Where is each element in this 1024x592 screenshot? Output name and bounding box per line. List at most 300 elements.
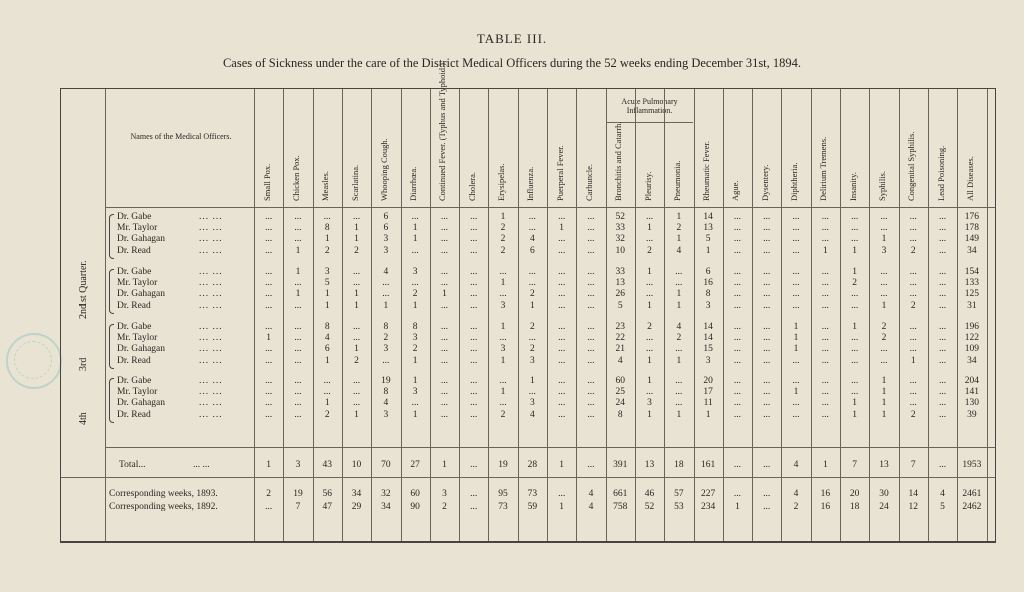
table-cell: ... — [880, 267, 888, 277]
table-cell: ... — [938, 300, 947, 311]
table-cell: ... — [821, 267, 829, 277]
column-header: Measles. — [320, 171, 331, 201]
table-cell: ... — [470, 223, 478, 234]
table-cell: ... — [558, 333, 566, 344]
total-cell: 1 — [822, 460, 828, 470]
table-cell: ... — [821, 398, 829, 409]
column-header: Small Pox. — [261, 163, 272, 201]
table-cell: 6 — [705, 267, 711, 277]
table-cell: ... — [265, 289, 273, 300]
quarter-column-divider — [105, 89, 106, 541]
table-cell: ... — [294, 387, 302, 398]
table-cell: ... — [763, 355, 771, 366]
table-cell: 8 — [412, 322, 418, 332]
table-cell: ... — [587, 234, 595, 245]
corresponding-cell: 7 — [295, 502, 301, 512]
column-divider — [840, 89, 841, 541]
table-cell: ... — [352, 322, 361, 332]
table-cell: ... — [587, 267, 595, 277]
table-cell: ... — [528, 212, 536, 222]
table-cell: 2 — [647, 245, 652, 256]
table-cell: 8 — [324, 322, 330, 332]
table-cell: 1 — [647, 376, 652, 386]
table-cell: ... — [558, 355, 566, 366]
column-divider — [957, 89, 958, 541]
table-cell: ... — [352, 398, 361, 409]
table-cell: ... — [440, 344, 448, 355]
table-cell: ... — [470, 398, 478, 409]
table-cell: ... — [558, 409, 566, 420]
corresponding-cell: 53 — [674, 502, 684, 512]
table-cell: ... — [733, 234, 741, 245]
table-cell: ... — [938, 245, 947, 256]
table-cell: ... — [821, 212, 829, 222]
leader-dots: ... ... — [199, 333, 223, 344]
table-cell: ... — [294, 409, 302, 420]
table-cell: ... — [938, 376, 947, 386]
table-cell: 2 — [500, 223, 506, 234]
corresponding-cell: 1 — [559, 502, 565, 512]
quarter-label: 1st Quarter. — [78, 260, 89, 307]
table-cell: 2 — [910, 409, 916, 420]
table-cell: ... — [909, 376, 917, 386]
table-cell: ... — [792, 289, 800, 300]
column-divider — [987, 89, 988, 541]
table-cell: ... — [352, 333, 361, 344]
column-header: Lead Poisoning. — [935, 145, 946, 201]
officer-name: Mr. Taylor — [117, 387, 158, 398]
column-header: Pneumonia. — [671, 160, 682, 201]
table-cell: ... — [587, 344, 595, 355]
table-cell: 1 — [442, 289, 447, 300]
total-cell: 28 — [527, 460, 538, 470]
table-cell: ... — [851, 355, 859, 366]
table-cell: ... — [440, 398, 448, 409]
table-cell: ... — [265, 355, 273, 366]
table-cell: 3 — [529, 355, 535, 366]
acute-pulmonary-header: Acute Pulmonary Inflammation. — [621, 97, 678, 116]
table-cell: ... — [938, 398, 947, 409]
table-cell: 2 — [500, 245, 506, 256]
column-divider — [694, 89, 695, 541]
table-cell: 1 — [676, 289, 682, 300]
table-cell: 196 — [964, 322, 979, 332]
table-cell: ... — [821, 322, 829, 332]
table-cell: 154 — [964, 267, 979, 277]
table-cell: 178 — [964, 223, 979, 234]
table-cell: ... — [821, 333, 829, 344]
table-cell: 2 — [529, 322, 535, 332]
corresponding-cell: 32 — [381, 489, 391, 499]
table-cell: 1 — [647, 267, 652, 277]
table-cell: 1 — [852, 267, 858, 277]
table-cell: ... — [440, 409, 448, 420]
table-cell: ... — [851, 234, 859, 245]
corresponding-label: Corresponding weeks, 1892. — [109, 502, 218, 512]
table-cell: ... — [733, 212, 741, 222]
table-cell: ... — [382, 278, 390, 289]
leader-dots: ... ... — [199, 300, 223, 311]
table-cell: ... — [265, 212, 273, 222]
column-divider — [928, 89, 929, 541]
table-cell: 1 — [881, 409, 887, 420]
table-cell: ... — [352, 267, 361, 277]
leader-dots: ... ... — [199, 223, 223, 234]
corresponding-cell: 227 — [701, 489, 716, 499]
table-cell: ... — [587, 245, 595, 256]
table-cell: 1 — [647, 223, 652, 234]
table-cell: 5 — [617, 300, 623, 311]
table-cell: ... — [528, 278, 536, 289]
column-divider — [488, 89, 489, 541]
table-cell: ... — [265, 278, 273, 289]
leader-dots: ... ... — [199, 234, 223, 245]
column-divider — [283, 89, 284, 541]
corresponding-cell: 2461 — [962, 489, 982, 499]
table-cell: 1 — [676, 234, 682, 245]
quarter-brace — [109, 214, 114, 259]
table-cell: 4 — [617, 355, 623, 366]
table-cell: ... — [294, 300, 302, 311]
total-cell: 70 — [381, 460, 391, 470]
table-cell: 2 — [881, 333, 887, 344]
table-cell: ... — [587, 322, 595, 332]
table-cell: ... — [294, 223, 302, 234]
corresponding-cell: 52 — [644, 502, 655, 512]
corresponding-cell: 2 — [442, 502, 447, 512]
table-cell: ... — [733, 376, 741, 386]
table-cell: ... — [763, 234, 771, 245]
table-cell: ... — [909, 344, 917, 355]
table-cell: ... — [645, 278, 654, 289]
table-cell: ... — [851, 300, 859, 311]
table-cell: ... — [587, 333, 595, 344]
table-cell: ... — [763, 398, 771, 409]
table-cell: 22 — [615, 333, 625, 344]
table-cell: ... — [821, 344, 829, 355]
table-cell: ... — [909, 223, 917, 234]
table-cell: ... — [470, 322, 478, 332]
table-cell: 4 — [324, 333, 330, 344]
table-cell: ... — [880, 212, 888, 222]
column-divider — [869, 89, 870, 541]
table-cell: 1 — [324, 355, 330, 366]
table-cell: 32 — [615, 234, 625, 245]
column-header: Whooping Cough. — [378, 138, 389, 201]
officer-name: Dr. Gahagan — [117, 234, 166, 245]
corresponding-cell: 47 — [322, 502, 332, 512]
table-cell: ... — [645, 333, 654, 344]
table-cell: 6 — [383, 212, 389, 222]
table-cell: 23 — [615, 322, 625, 332]
table-cell: ... — [675, 387, 683, 398]
table-cell: 4 — [383, 267, 389, 277]
officer-name: Mr. Taylor — [117, 333, 158, 344]
table-cell: 8 — [383, 322, 389, 332]
table-cell: 6 — [324, 344, 330, 355]
corresponding-cell: 95 — [498, 489, 508, 499]
table-cell: 3 — [705, 300, 711, 311]
table-cell: 1 — [705, 409, 711, 420]
table-cell: 1 — [881, 398, 887, 409]
table-cell: 8 — [705, 289, 711, 300]
table-cell: ... — [909, 234, 917, 245]
table-cell: 33 — [615, 223, 625, 234]
table-cell: ... — [323, 376, 331, 386]
column-divider — [606, 89, 607, 541]
corresponding-cell: 3 — [442, 489, 447, 499]
table-cell: ... — [792, 245, 800, 256]
table-cell: 2 — [383, 333, 389, 344]
table-cell: 1 — [354, 300, 359, 311]
table-cell: 26 — [615, 289, 625, 300]
table-cell: ... — [792, 278, 800, 289]
column-header: Rheumatic Fever. — [701, 141, 712, 201]
total-cell: 10 — [351, 460, 362, 470]
table-cell: 1 — [354, 223, 359, 234]
table-cell: 14 — [703, 333, 713, 344]
corresponding-cell: ... — [265, 502, 273, 512]
corresponding-cell: 46 — [644, 489, 655, 499]
quarter-label: 4th — [78, 412, 89, 425]
table-cell: ... — [558, 212, 566, 222]
table-cell: 1 — [354, 234, 359, 245]
column-header: Insanity. — [847, 172, 858, 201]
table-cell: ... — [909, 267, 917, 277]
table-cell: 33 — [615, 267, 625, 277]
corresponding-cell: 30 — [879, 489, 889, 499]
table-cell: ... — [470, 300, 478, 311]
column-header: All Diseases. — [964, 156, 975, 201]
corresponding-cell: 34 — [351, 489, 362, 499]
officer-name: Dr. Read — [117, 409, 151, 420]
table-cell: ... — [821, 409, 829, 420]
table-cell: 1 — [412, 223, 418, 234]
table-cell: ... — [470, 289, 478, 300]
table-cell: ... — [440, 223, 448, 234]
corresponding-cell: ... — [470, 489, 478, 499]
table-cell: 17 — [703, 387, 713, 398]
corresponding-cell: 14 — [908, 489, 918, 499]
table-cell: ... — [294, 344, 302, 355]
table-cell: ... — [763, 245, 771, 256]
table-cell: ... — [528, 267, 536, 277]
table-cell: 2 — [647, 322, 652, 332]
table-cell: 20 — [703, 376, 713, 386]
officer-name: Dr. Gahagan — [117, 289, 166, 300]
table-cell: ... — [733, 333, 741, 344]
table-cell: ... — [733, 409, 741, 420]
table-cell: ... — [558, 267, 566, 277]
table-cell: ... — [645, 234, 654, 245]
table-cell: 15 — [703, 344, 713, 355]
leader-dots: ... ... — [199, 267, 223, 277]
table-cell: ... — [265, 344, 273, 355]
table-cell: ... — [733, 322, 741, 332]
officer-name: Dr. Gabe — [117, 376, 152, 386]
table-cell: ... — [294, 333, 302, 344]
table-cell: 1 — [647, 355, 652, 366]
column-divider — [518, 89, 519, 541]
table-cell: ... — [733, 245, 741, 256]
table-cell: ... — [558, 376, 566, 386]
table-cell: ... — [909, 212, 917, 222]
total-rule-bottom — [61, 477, 995, 478]
column-divider — [576, 89, 577, 541]
table-cell: ... — [411, 278, 419, 289]
total-cell: ... — [763, 460, 771, 470]
table-cell: 1 — [559, 223, 565, 234]
table-cell: 133 — [964, 278, 979, 289]
table-cell: ... — [440, 387, 448, 398]
table-cell: ... — [294, 278, 302, 289]
table-cell: ... — [499, 333, 507, 344]
table-cell: 1 — [500, 355, 506, 366]
column-divider — [664, 89, 665, 541]
table-cell: 3 — [383, 344, 389, 355]
table-cell: ... — [470, 245, 478, 256]
table-cell: ... — [792, 398, 800, 409]
table-cell: ... — [528, 223, 536, 234]
table-cell: 52 — [615, 212, 625, 222]
table-cell: 3 — [500, 300, 506, 311]
table-cell: ... — [880, 289, 888, 300]
corresponding-cell: ... — [470, 502, 478, 512]
table-cell: 1 — [412, 409, 418, 420]
table-cell: 24 — [615, 398, 625, 409]
leader-dots: ... ... — [199, 344, 223, 355]
officer-name: Dr. Read — [117, 300, 151, 311]
column-header: Influenza. — [525, 166, 536, 201]
quarter-brace — [109, 269, 114, 314]
table-cell: 1 — [324, 289, 330, 300]
total-cell: 3 — [295, 460, 301, 470]
table-cell: ... — [909, 322, 917, 332]
leader-dots: ... ... — [199, 409, 223, 420]
leader-dots: ... ... — [199, 355, 223, 366]
leader-dots: ... ... — [199, 398, 223, 409]
table-cell: ... — [792, 376, 800, 386]
table-cell: 3 — [881, 245, 887, 256]
table-cell: 1 — [881, 387, 887, 398]
table-cell: 2 — [881, 322, 887, 332]
total-cell: 391 — [613, 460, 628, 470]
table-cell: ... — [938, 409, 947, 420]
table-cell: ... — [675, 344, 683, 355]
corresponding-cell: 18 — [849, 502, 860, 512]
library-stamp — [6, 333, 62, 389]
table-cell: ... — [499, 398, 507, 409]
table-cell: 2 — [910, 245, 916, 256]
table-cell: ... — [440, 300, 448, 311]
table-cell: 1 — [354, 344, 359, 355]
table-cell: ... — [470, 387, 478, 398]
column-divider — [254, 89, 255, 541]
table-cell: ... — [440, 267, 448, 277]
total-cell: ... — [733, 460, 741, 470]
table-cell: ... — [880, 278, 888, 289]
officer-name: Dr. Gahagan — [117, 398, 166, 409]
table-cell: 122 — [964, 333, 979, 344]
table-cell: ... — [880, 344, 888, 355]
table-cell: ... — [558, 234, 566, 245]
column-divider — [723, 89, 724, 541]
column-divider — [459, 89, 460, 541]
table-cell: ... — [440, 322, 448, 332]
table-cell: 109 — [964, 344, 979, 355]
table-cell: ... — [382, 289, 390, 300]
table-cell: 8 — [383, 387, 389, 398]
table-cell: ... — [821, 355, 829, 366]
table-cell: ... — [352, 387, 361, 398]
table-cell: ... — [851, 376, 859, 386]
table-cell: ... — [938, 387, 947, 398]
total-cell: 18 — [674, 460, 684, 470]
table-cell: 3 — [383, 234, 389, 245]
column-header: Cholera. — [466, 171, 477, 201]
table-cell: ... — [938, 355, 947, 366]
total-cell: 1953 — [962, 460, 982, 470]
corresponding-cell: 2 — [266, 489, 272, 499]
table-cell: 1 — [793, 322, 799, 332]
corresponding-cell: 73 — [498, 502, 508, 512]
table-cell: 4 — [676, 322, 682, 332]
table-cell: ... — [558, 300, 566, 311]
table-cell: ... — [851, 289, 859, 300]
column-header: Bronchitis and Catarrh. — [613, 121, 624, 201]
table-cell: 3 — [412, 387, 418, 398]
table-cell: ... — [587, 398, 595, 409]
table-cell: ... — [528, 333, 536, 344]
table-cell: ... — [323, 212, 331, 222]
corresponding-label: Corresponding weeks, 1893. — [109, 489, 218, 499]
table-cell: ... — [645, 212, 654, 222]
table-cell: ... — [733, 398, 741, 409]
table-cell: ... — [733, 387, 741, 398]
column-divider — [752, 89, 753, 541]
table-cell: ... — [587, 223, 595, 234]
table-cell: 2 — [910, 300, 916, 311]
table-cell: ... — [792, 234, 800, 245]
table-cell: 1 — [852, 322, 858, 332]
table-cell: 125 — [964, 289, 979, 300]
table-cell: 31 — [967, 300, 977, 311]
table-cell: 1 — [354, 289, 359, 300]
corresponding-cell: 16 — [820, 502, 831, 512]
table-cell: 5 — [324, 278, 330, 289]
table-cell: 8 — [324, 223, 330, 234]
table-cell: ... — [675, 267, 683, 277]
table-cell: 1 — [266, 333, 272, 344]
total-cell: 27 — [410, 460, 420, 470]
table-cell: ... — [851, 387, 859, 398]
table-cell: ... — [851, 333, 859, 344]
table-cell: ... — [821, 376, 829, 386]
table-cell: ... — [821, 234, 829, 245]
table-cell: ... — [558, 344, 566, 355]
table-cell: ... — [440, 355, 448, 366]
table-cell: ... — [411, 245, 419, 256]
table-cell: ... — [352, 376, 361, 386]
table-cell: 1 — [793, 344, 799, 355]
column-header: Delirium Tremens. — [818, 136, 829, 201]
corresponding-cell: 2 — [793, 502, 799, 512]
table-cell: 3 — [529, 398, 535, 409]
table-cell: ... — [763, 376, 771, 386]
table-cell: ... — [675, 376, 683, 386]
table-cell: ... — [733, 223, 741, 234]
table-cell: ... — [294, 376, 302, 386]
